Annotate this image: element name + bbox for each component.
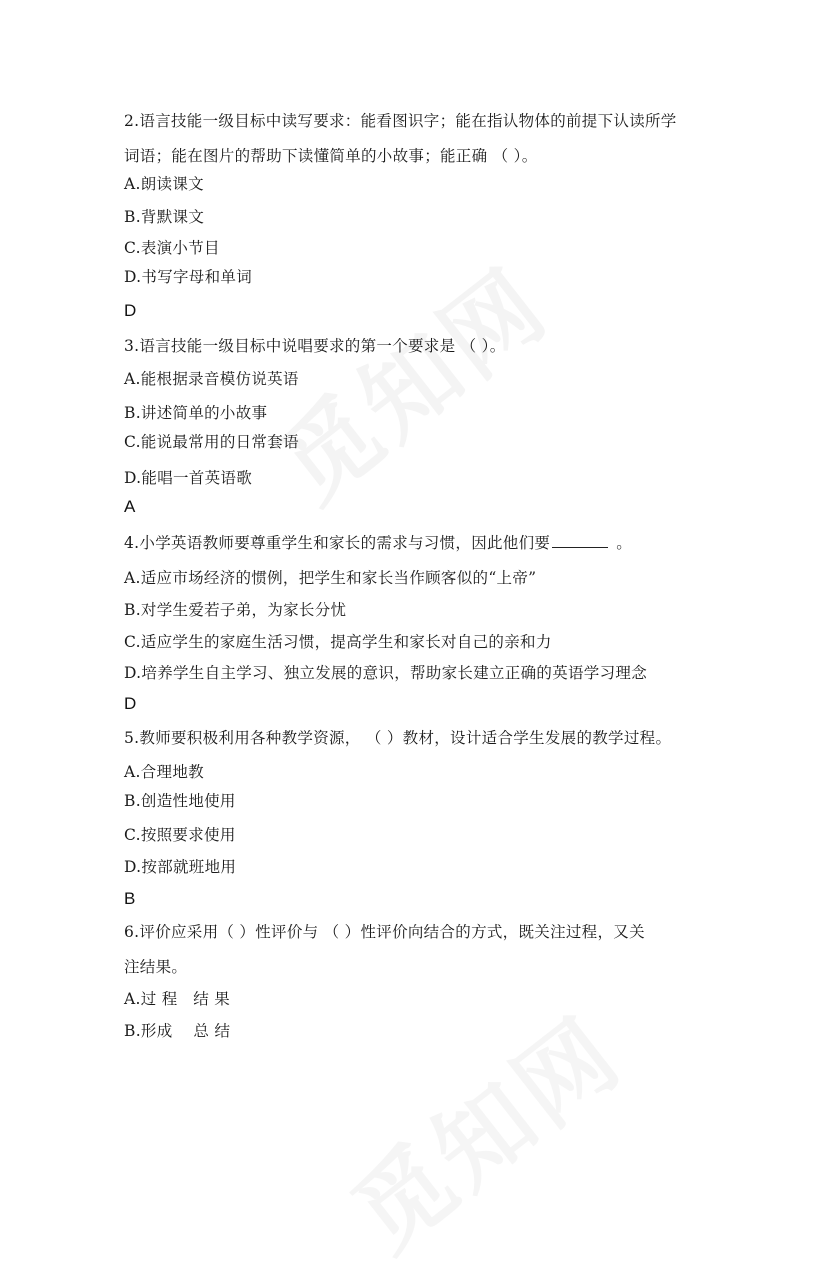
question-4-option-a: A.适应市场经济的惯例，把学生和家长当作顾客似的“上帝” [124, 569, 537, 587]
question-2-option-b: B.背默课文 [124, 208, 205, 226]
question-4-answer: D [124, 694, 137, 713]
question-5-answer: B [124, 889, 136, 908]
question-5-line-1: 5.教师要积极利用各种教学资源， （ ）教材，设计适合学生发展的教学过程。 [124, 729, 672, 747]
question-5-option-c: C.按照要求使用 [124, 826, 236, 844]
question-4-option-b: B.对学生爱若子弟，为家长分忧 [124, 601, 347, 619]
question-3-answer: A [124, 497, 136, 516]
question-2-option-a: A.朗读课文 [124, 175, 204, 193]
question-4-line-1 [124, 533, 632, 553]
question-3-line-1: 3.语言技能一级目标中说唱要求的第一个要求是 （ ）。 [124, 337, 506, 355]
question-2-answer: D [124, 301, 137, 320]
question-5-option-b: B.创造性地使用 [124, 792, 236, 810]
question-2-line-1: 2.语言技能一级目标中读写要求：能看图识字；能在指认物体的前提下认读所学 [124, 112, 677, 130]
question-4-option-c: C.适应学生的家庭生活习惯，提高学生和家长对自己的亲和力 [124, 633, 552, 651]
question-6-option-a: A.过 程 结 果 [124, 990, 231, 1008]
question-3-option-c: C.能说最常用的日常套语 [124, 433, 299, 451]
answer-blank [552, 533, 608, 548]
question-2-line-2: 词语；能在图片的帮助下读懂简单的小故事；能正确 （ ）。 [124, 147, 538, 165]
watermark [247, 235, 643, 625]
question-3-option-d: D.能唱一首英语歌 [124, 469, 253, 487]
question-4-stem: 4.小学英语教师要尊重学生和家长的需求与习惯，因此他们要 [124, 534, 551, 552]
question-3-option-a: A.能根据录音模仿说英语 [124, 370, 299, 388]
question-5-option-d: D.按部就班地用 [124, 858, 237, 876]
question-2-option-c: C.表演小节目 [124, 239, 220, 257]
question-5-option-a: A.合理地教 [124, 763, 204, 781]
question-6-line-2: 注结果。 [124, 958, 188, 976]
question-4-option-d: D.培养学生自主学习、独立发展的意识，帮助家长建立正确的英语学习理念 [124, 664, 648, 682]
watermark-bottom [320, 980, 645, 1276]
question-3-option-b: B.讲述简单的小故事 [124, 404, 268, 422]
question-6-line-1: 6.评价应采用（ ）性评价与 （ ）性评价向结合的方式，既关注过程，又关 [124, 923, 645, 941]
question-6-option-b: B.形成 总 结 [124, 1022, 231, 1040]
question-2-option-d: D.书写字母和单词 [124, 268, 253, 286]
question-4-stem-end: 。 [616, 534, 633, 552]
